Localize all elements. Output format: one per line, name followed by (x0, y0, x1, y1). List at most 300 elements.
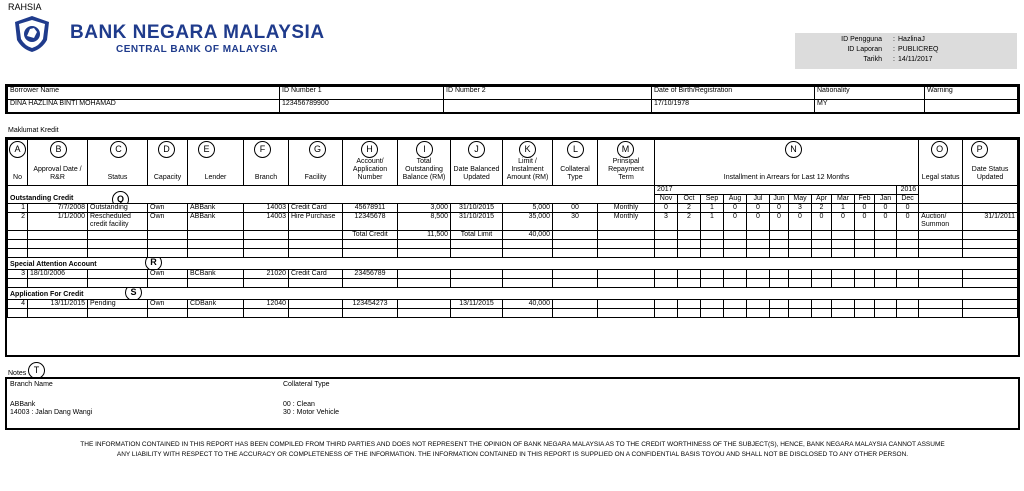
table-cell: 0 (855, 213, 875, 231)
col-marker: N (785, 141, 802, 158)
table-cell (724, 231, 747, 240)
table-cell (655, 300, 678, 309)
table-cell (897, 249, 919, 258)
col-label: Account/ Application Number (352, 158, 388, 181)
table-cell: 30 (553, 213, 598, 231)
bank-name: BANK NEGARA MALAYSIA (70, 22, 325, 43)
table-cell: 1 (832, 204, 855, 213)
table-cell (770, 249, 789, 258)
table-cell (655, 231, 678, 240)
table-cell (789, 249, 812, 258)
table-cell: 31/10/2015 (451, 204, 503, 213)
table-cell (919, 249, 963, 258)
table-cell (747, 270, 770, 279)
table-cell (451, 279, 503, 288)
table-cell (8, 249, 28, 258)
table-cell: 123454273 (343, 300, 398, 309)
id-label: Tarikh (863, 56, 882, 63)
table-cell (963, 279, 1018, 288)
col-label: Facility (304, 174, 327, 181)
table-cell (343, 240, 398, 249)
table-cell (701, 279, 724, 288)
table-cell (747, 240, 770, 249)
table-cell (812, 279, 832, 288)
table-cell (289, 231, 343, 240)
warning-value (925, 100, 1018, 113)
dob-value: 17/10/1978 (652, 100, 815, 113)
table-cell (289, 240, 343, 249)
table-cell: Hire Purchase (289, 213, 343, 231)
table-cell (770, 309, 789, 318)
id1-value: 123456789900 (280, 100, 444, 113)
table-cell (832, 231, 855, 240)
section-row (8, 258, 1018, 270)
table-cell (553, 240, 598, 249)
borrower-header-row (8, 87, 1018, 100)
table-cell: 40,000 (503, 231, 553, 240)
column-header-row (8, 140, 1018, 186)
year-right: 2016 (897, 186, 919, 195)
table-cell (553, 140, 598, 186)
table-cell (855, 309, 875, 318)
table-cell: 3,000 (398, 204, 451, 213)
table-cell (148, 231, 188, 240)
col-marker: G (309, 141, 326, 158)
table-cell: 13/11/2015 (451, 300, 503, 309)
month-label: May (789, 195, 812, 204)
table-cell (188, 240, 244, 249)
table-cell (724, 270, 747, 279)
table-cell: 2 (678, 213, 701, 231)
table-cell: 35,000 (503, 213, 553, 231)
table-cell (789, 240, 812, 249)
bank-subtitle: CENTRAL BANK OF MALAYSIA (116, 44, 279, 55)
table-cell: 1/1/2000 (28, 213, 88, 231)
table-cell (598, 240, 655, 249)
table-cell (832, 270, 855, 279)
table-cell: 21020 (244, 270, 289, 279)
table-cell (8, 258, 1018, 270)
table-cell (244, 249, 289, 258)
table-cell (855, 249, 875, 258)
table-cell (451, 249, 503, 258)
table-cell: 12345678 (343, 213, 398, 231)
table-cell: Total Limit (451, 231, 503, 240)
table-cell: 7/7/2008 (28, 204, 88, 213)
table-cell (747, 279, 770, 288)
id-label: ID Laporan (847, 46, 882, 53)
table-cell: 0 (770, 213, 789, 231)
table-cell (789, 270, 812, 279)
table-cell (919, 186, 963, 204)
table-cell (812, 309, 832, 318)
table-cell: 0 (832, 213, 855, 231)
table-cell (875, 309, 897, 318)
table-cell (678, 279, 701, 288)
table-cell (655, 240, 678, 249)
table-cell (832, 300, 855, 309)
table-cell (88, 140, 148, 186)
table-cell: CDBank (188, 300, 244, 309)
table-cell (701, 231, 724, 240)
credit-row (8, 213, 1018, 231)
nationality-value: MY (815, 100, 925, 113)
table-cell (598, 309, 655, 318)
col-label: Legal status (921, 174, 960, 181)
col-label: Date Status Updated (971, 166, 1009, 181)
table-cell (963, 240, 1018, 249)
table-cell (289, 309, 343, 318)
table-cell (88, 249, 148, 258)
table-cell (8, 140, 28, 186)
table-cell (503, 240, 553, 249)
table-cell: 0 (724, 204, 747, 213)
table-cell (148, 240, 188, 249)
table-cell (148, 140, 188, 186)
table-cell (875, 270, 897, 279)
table-cell (832, 249, 855, 258)
table-cell (88, 231, 148, 240)
table-cell (503, 270, 553, 279)
table-cell (8, 231, 28, 240)
table-cell (289, 300, 343, 309)
table-cell: Total Credit (343, 231, 398, 240)
table-cell: 13/11/2015 (28, 300, 88, 309)
month-label: Jul (747, 195, 770, 204)
table-cell (503, 279, 553, 288)
table-cell (451, 270, 503, 279)
month-label: Apr (812, 195, 832, 204)
table-cell (398, 300, 451, 309)
id-value: PUBLICREQ (898, 46, 939, 53)
warning-header: Warning (925, 87, 1018, 100)
table-cell: 18/10/2006 (28, 270, 88, 279)
table-cell (244, 309, 289, 318)
id2-value (444, 100, 652, 113)
table-cell: 0 (875, 213, 897, 231)
id-value: HazlinaJ (898, 36, 925, 43)
table-cell (701, 300, 724, 309)
section-title: Special Attention Account (10, 261, 97, 268)
credit-section-label: Maklumat Kredit (8, 127, 59, 134)
table-cell: Credit Card (289, 270, 343, 279)
table-cell (701, 270, 724, 279)
table-cell (832, 240, 855, 249)
table-cell: Outstanding (88, 204, 148, 213)
col-marker: C (110, 141, 127, 158)
table-cell (553, 309, 598, 318)
table-cell (875, 300, 897, 309)
table-cell (598, 270, 655, 279)
table-cell (963, 309, 1018, 318)
table-cell (832, 309, 855, 318)
table-cell (747, 300, 770, 309)
table-cell (963, 300, 1018, 309)
col-marker: M (617, 141, 634, 158)
report-id-box: ID Pengguna : HazlinaJ ID Laporan : PUBLICREQ Tarikh : 14/11/2017 (795, 33, 1017, 69)
month-label: Dec (897, 195, 919, 204)
table-cell (553, 279, 598, 288)
col-label: Approval Date / R&R (33, 166, 82, 181)
table-cell (855, 279, 875, 288)
section-row (8, 288, 1018, 300)
table-cell (919, 300, 963, 309)
table-cell (289, 140, 343, 186)
table-cell (812, 240, 832, 249)
table-cell (503, 249, 553, 258)
col-marker: B (50, 141, 67, 158)
table-cell (963, 186, 1018, 204)
col-label: Prinsipal Repayment Term (608, 158, 644, 181)
table-cell (398, 240, 451, 249)
table-cell (28, 140, 88, 186)
bank-crest-icon (12, 14, 52, 54)
id1-header: ID Number 1 (280, 87, 444, 100)
col-label: Collateral Type (560, 166, 590, 181)
table-cell: Own (148, 204, 188, 213)
table-cell (678, 231, 701, 240)
table-cell (724, 309, 747, 318)
table-cell (678, 309, 701, 318)
month-label: Sep (701, 195, 724, 204)
table-cell (451, 309, 503, 318)
table-row (8, 279, 1018, 288)
table-cell (770, 231, 789, 240)
table-cell (770, 240, 789, 249)
branch-header: Branch Name (10, 381, 53, 388)
disclaimer-text: THE INFORMATION CONTAINED IN THIS REPORT HAS BEEN COMPILED FROM THIRD PARTIES AND DOES NOT REPRESENT THE OPINION OF BANK NEGARA MALAYSIA AS TO THE CREDIT WORTHINESS OF THE SUBJECT(S), HENCE, BANK NEGARA MALAYSIA CANNOT ASSUME ANY LIABILITY WITH RESPECT TO THE ACCURACY OR COMPLETENESS OF THE INFORMATION. THE INFORMATION CONTAINED IN THIS REPORT IS SUPPLIED ON A CONFIDENTIAL BASIS TOYOU AND SHALL NOT BE DISCLOSED TO ANY OTHER PERSON. (80, 441, 945, 458)
notes-label: Notes (8, 370, 27, 377)
table-cell (724, 249, 747, 258)
credit-row (8, 204, 1018, 213)
notes-marker: T (28, 362, 45, 379)
col-marker: J (468, 141, 485, 158)
table-cell: 0 (770, 204, 789, 213)
table-cell (747, 309, 770, 318)
table-cell (503, 309, 553, 318)
table-cell: 3 (655, 213, 678, 231)
col-label: Capacity (153, 174, 182, 181)
col-label: Branch (254, 174, 278, 181)
table-cell (244, 279, 289, 288)
table-cell (451, 240, 503, 249)
table-cell (655, 279, 678, 288)
month-label: Mar (832, 195, 855, 204)
table-cell (678, 249, 701, 258)
table-cell: 3 (8, 270, 28, 279)
table-cell: ABBank (188, 213, 244, 231)
id-label: ID Pengguna (841, 36, 882, 43)
table-cell (919, 270, 963, 279)
table-cell: 00 (553, 204, 598, 213)
table-cell (812, 270, 832, 279)
table-cell (8, 309, 28, 318)
table-cell (188, 249, 244, 258)
col-marker: P (971, 141, 988, 158)
table-cell (789, 231, 812, 240)
table-cell (451, 140, 503, 186)
id2-header: ID Number 2 (444, 87, 652, 100)
borrower-name-value: DINA HAZLINA BINTI MOHAMAD (8, 100, 280, 113)
notes-branch-line: 14003 : Jalan Dang Wangi (10, 409, 93, 416)
table-cell (8, 288, 1018, 300)
table-cell (919, 204, 963, 213)
col-marker: I (416, 141, 433, 158)
table-cell (88, 279, 148, 288)
month-label: Oct (678, 195, 701, 204)
table-cell (770, 279, 789, 288)
table-cell: 2 (812, 204, 832, 213)
section-marker: S (125, 288, 142, 300)
table-cell (789, 309, 812, 318)
month-label: Feb (855, 195, 875, 204)
col-marker: K (519, 141, 536, 158)
table-cell (701, 240, 724, 249)
table-cell: 2 (8, 213, 28, 231)
table-cell: Monthly (598, 204, 655, 213)
col-marker: O (931, 141, 948, 158)
table-cell: BCBank (188, 270, 244, 279)
table-cell: 5,000 (503, 204, 553, 213)
month-label: Nov (655, 195, 678, 204)
table-row (8, 240, 1018, 249)
table-cell (724, 279, 747, 288)
table-cell: 1 (701, 204, 724, 213)
table-cell: Auction/ Summon (919, 213, 963, 231)
table-cell: 0 (747, 213, 770, 231)
month-label: Jun (770, 195, 789, 204)
table-cell (919, 231, 963, 240)
table-cell: 12040 (244, 300, 289, 309)
table-cell (789, 300, 812, 309)
table-cell: Own (148, 270, 188, 279)
table-cell (398, 249, 451, 258)
table-cell (655, 249, 678, 258)
table-cell (724, 240, 747, 249)
table-cell (963, 204, 1018, 213)
table-cell: 0 (875, 204, 897, 213)
table-cell (8, 279, 28, 288)
table-cell (875, 240, 897, 249)
table-cell (789, 279, 812, 288)
collateral-line: 00 : Clean (283, 401, 315, 408)
table-cell: 0 (747, 204, 770, 213)
table-cell (919, 140, 963, 186)
table-cell (88, 240, 148, 249)
table-cell (598, 249, 655, 258)
table-cell (598, 140, 655, 186)
table-cell (28, 279, 88, 288)
table-cell (812, 231, 832, 240)
table-cell (343, 279, 398, 288)
table-cell (897, 279, 919, 288)
col-marker: F (254, 141, 271, 158)
classification-label: RAHSIA (8, 2, 42, 12)
table-cell (678, 270, 701, 279)
table-cell (188, 309, 244, 318)
table-cell (812, 300, 832, 309)
table-cell: 23456789 (343, 270, 398, 279)
table-cell (553, 300, 598, 309)
table-cell (553, 270, 598, 279)
table-cell: 14003 (244, 204, 289, 213)
table-cell: 31/10/2015 (451, 213, 503, 231)
col-marker: H (361, 141, 378, 158)
table-cell (919, 240, 963, 249)
section-title: Outstanding Credit (10, 195, 74, 202)
table-cell (855, 300, 875, 309)
table-cell (963, 140, 1018, 186)
table-cell (963, 270, 1018, 279)
table-cell (897, 270, 919, 279)
table-cell (963, 249, 1018, 258)
col-marker: A (9, 141, 26, 158)
col-marker: L (567, 141, 584, 158)
table-cell (188, 140, 244, 186)
table-cell (747, 249, 770, 258)
table-cell: 1 (701, 213, 724, 231)
col-label: No (13, 174, 22, 181)
table-cell (289, 279, 343, 288)
col-marker: D (158, 141, 175, 158)
table-cell: 8,500 (398, 213, 451, 231)
table-cell (553, 249, 598, 258)
table-cell (148, 309, 188, 318)
credit-row (8, 300, 1018, 309)
table-cell (343, 140, 398, 186)
table-cell (28, 249, 88, 258)
table-cell (88, 309, 148, 318)
notes-bank: ABBank (10, 401, 36, 408)
table-cell: 45678911 (343, 204, 398, 213)
table-cell: 4 (8, 300, 28, 309)
table-cell (598, 300, 655, 309)
id-value: 14/11/2017 (898, 56, 933, 63)
table-cell (503, 140, 553, 186)
credit-table (5, 137, 1020, 357)
table-cell (188, 231, 244, 240)
col-label: Total Outstanding Balance (RM) (402, 158, 446, 181)
table-row (8, 249, 1018, 258)
table-cell: 3 (789, 204, 812, 213)
table-cell (244, 140, 289, 186)
table-cell (812, 249, 832, 258)
table-cell: ABBank (188, 204, 244, 213)
col-marker: E (198, 141, 215, 158)
table-cell (28, 231, 88, 240)
table-cell (678, 240, 701, 249)
table-cell (148, 279, 188, 288)
year-left: 2017 (655, 186, 897, 195)
section-marker: Q (112, 191, 129, 204)
collateral-header: Collateral Type (283, 381, 330, 388)
table-cell (897, 300, 919, 309)
table-cell (88, 270, 148, 279)
borrower-table (5, 84, 1020, 114)
table-cell (678, 300, 701, 309)
borrower-value-row (8, 100, 1018, 113)
table-cell (655, 270, 678, 279)
table-cell (598, 279, 655, 288)
nationality-header: Nationality (815, 87, 925, 100)
table-cell (244, 240, 289, 249)
table-cell (655, 140, 919, 186)
table-cell (8, 186, 655, 204)
table-cell: Rescheduled credit facility (88, 213, 148, 231)
table-cell (832, 279, 855, 288)
credit-row (8, 270, 1018, 279)
table-cell (598, 231, 655, 240)
